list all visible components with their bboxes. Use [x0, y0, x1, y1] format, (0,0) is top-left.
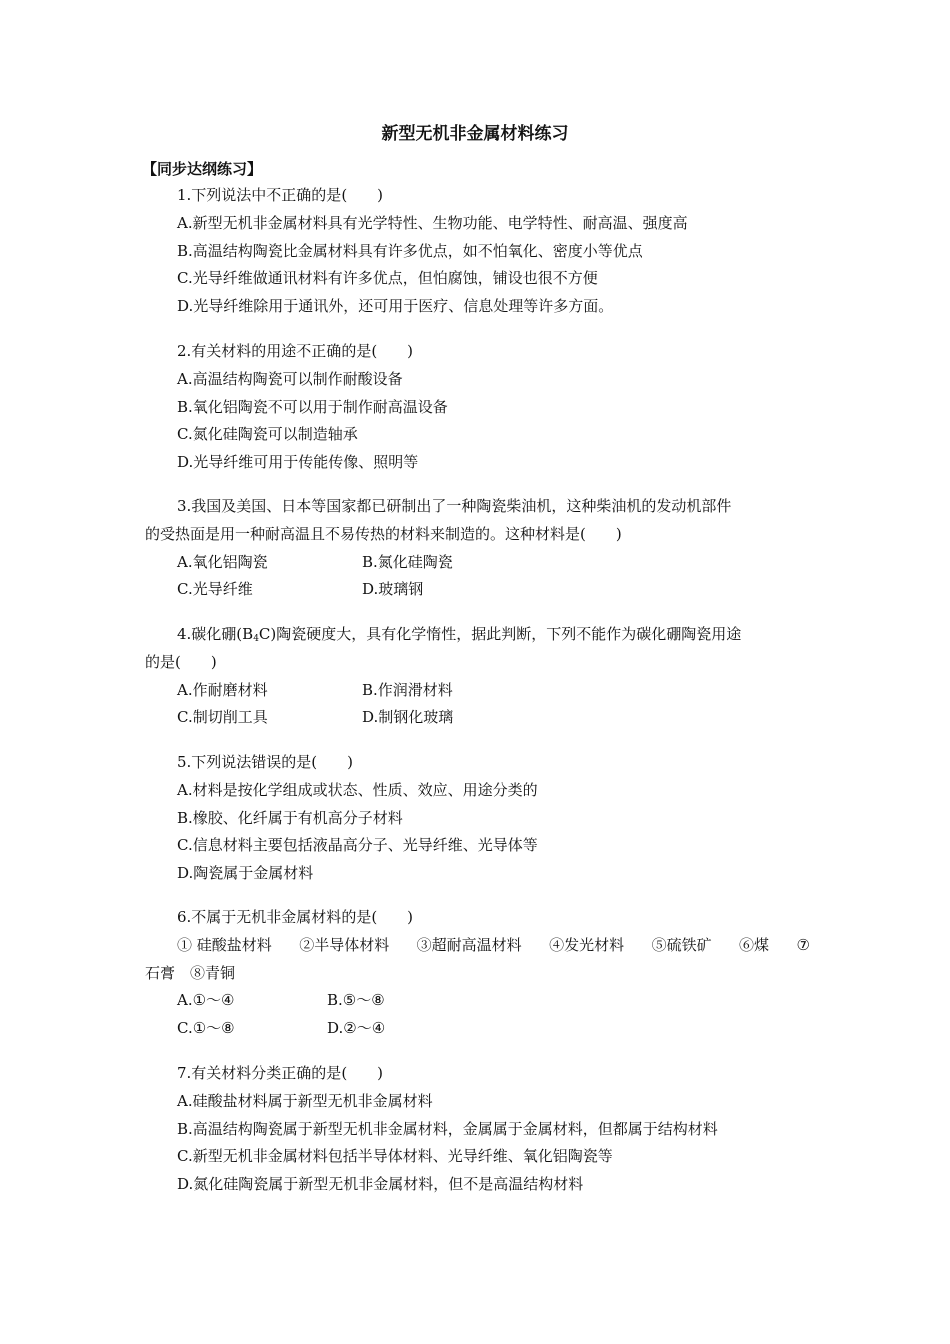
question-3 — [145, 493, 810, 604]
option-c: C.①～⑧ — [177, 1019, 235, 1038]
options-row-1 — [145, 549, 810, 577]
option-c: C.氮化硅陶瓷可以制造轴承 — [177, 425, 358, 444]
question-2 — [145, 338, 810, 477]
question-stem-continued: 的是( ) — [145, 652, 217, 671]
list-item: ⑥煤 — [739, 935, 770, 954]
option-d: D.制钢化玻璃 — [362, 708, 454, 727]
question-6 — [145, 904, 810, 1043]
option-a: A.氧化铝陶瓷 — [177, 552, 268, 571]
option-b: B.⑤～⑧ — [327, 991, 385, 1010]
question-stem: 6.不属于无机非金属材料的是( ) — [177, 908, 414, 926]
option-b: B.橡胶、化纤属于有机高分子材料 — [177, 808, 403, 827]
option-b: B.氮化硅陶瓷 — [362, 552, 453, 571]
question-stem: 5.下列说法错误的是( ) — [177, 753, 354, 771]
option-c: C.制切削工具 — [177, 708, 268, 727]
options-row-2 — [145, 1015, 810, 1043]
option-c: C.新型无机非金属材料包括半导体材料、光导纤维、氧化铝陶瓷等 — [177, 1147, 613, 1166]
option-a: A.①～④ — [177, 991, 235, 1010]
list-item: ③超耐高温材料 — [416, 935, 522, 954]
material-list — [145, 932, 810, 960]
options-row-1 — [145, 987, 810, 1015]
option-c: C.光导纤维做通讯材料有许多优点，但怕腐蚀，铺设也很不方便 — [177, 269, 598, 288]
question-stem: 3.我国及美国、日本等国家都已研制出了一种陶瓷柴油机，这种柴油机的发动机部件 — [177, 497, 732, 515]
stem-text: 4.碳化硼(B — [177, 625, 254, 643]
option-d: D.②～④ — [327, 1019, 386, 1038]
list-item: ⑤硫铁矿 — [651, 935, 712, 954]
option-d: D.氮化硅陶瓷属于新型无机非金属材料，但不是高温结构材料 — [177, 1175, 584, 1194]
option-d: D.光导纤维可用于传能传像、照明等 — [177, 453, 419, 472]
list-item: ②半导体材料 — [299, 935, 390, 954]
question-stem: 1.下列说法中不正确的是( ) — [177, 186, 384, 204]
option-b: B.高温结构陶瓷属于新型无机非金属材料，金属属于金属材料，但都属于结构材料 — [177, 1119, 718, 1138]
subscript: 4 — [253, 634, 259, 644]
question-4 — [145, 621, 810, 732]
option-a: A.硅酸盐材料属于新型无机非金属材料 — [177, 1091, 433, 1110]
list-item: ④发光材料 — [549, 935, 625, 954]
option-d: D.玻璃钢 — [362, 580, 424, 599]
option-b: B.高温结构陶瓷比金属材料具有许多优点，如不怕氧化、密度小等优点 — [177, 241, 643, 260]
question-5 — [145, 749, 810, 888]
options-row-2 — [145, 704, 810, 732]
options-row-1 — [145, 677, 810, 705]
options-row-2 — [145, 576, 810, 604]
stem-text: C)陶瓷硬度大，具有化学惰性，据此判断，下列不能作为碳化硼陶瓷用途 — [258, 625, 742, 643]
list-item: ① 硅酸盐材料 — [177, 935, 272, 954]
option-d: D.光导纤维除用于通讯外，还可用于医疗、信息处理等许多方面。 — [177, 297, 614, 316]
material-list-continued: 石膏 ⑧青铜 — [145, 963, 236, 982]
question-stem: 7.有关材料分类正确的是( ) — [177, 1064, 384, 1082]
option-c: C.信息材料主要包括液晶高分子、光导纤维、光导体等 — [177, 836, 538, 855]
option-d: D.陶瓷属于金属材料 — [177, 864, 314, 883]
section-heading: 【同步达纲练习】 — [142, 160, 263, 178]
option-a: A.高温结构陶瓷可以制作耐酸设备 — [177, 369, 403, 388]
question-stem — [145, 621, 810, 649]
page-title: 新型无机非金属材料练习 — [381, 124, 569, 144]
option-c: C.光导纤维 — [177, 580, 253, 599]
option-b: B.作润滑材料 — [362, 680, 453, 699]
list-item: ⑦ — [796, 935, 810, 954]
question-7 — [145, 1060, 810, 1199]
option-a: A.作耐磨材料 — [177, 680, 268, 699]
question-stem-continued: 的受热面是用一种耐高温且不易传热的材料来制造的。这种材料是( ) — [145, 524, 622, 543]
option-b: B.氧化铝陶瓷不可以用于制作耐高温设备 — [177, 397, 448, 416]
question-1 — [145, 182, 810, 321]
option-a: A.材料是按化学组成或状态、性质、效应、用途分类的 — [177, 780, 538, 799]
question-stem: 2.有关材料的用途不正确的是( ) — [177, 342, 414, 360]
option-a: A.新型无机非金属材料具有光学特性、生物功能、电学特性、耐高温、强度高 — [177, 213, 688, 232]
